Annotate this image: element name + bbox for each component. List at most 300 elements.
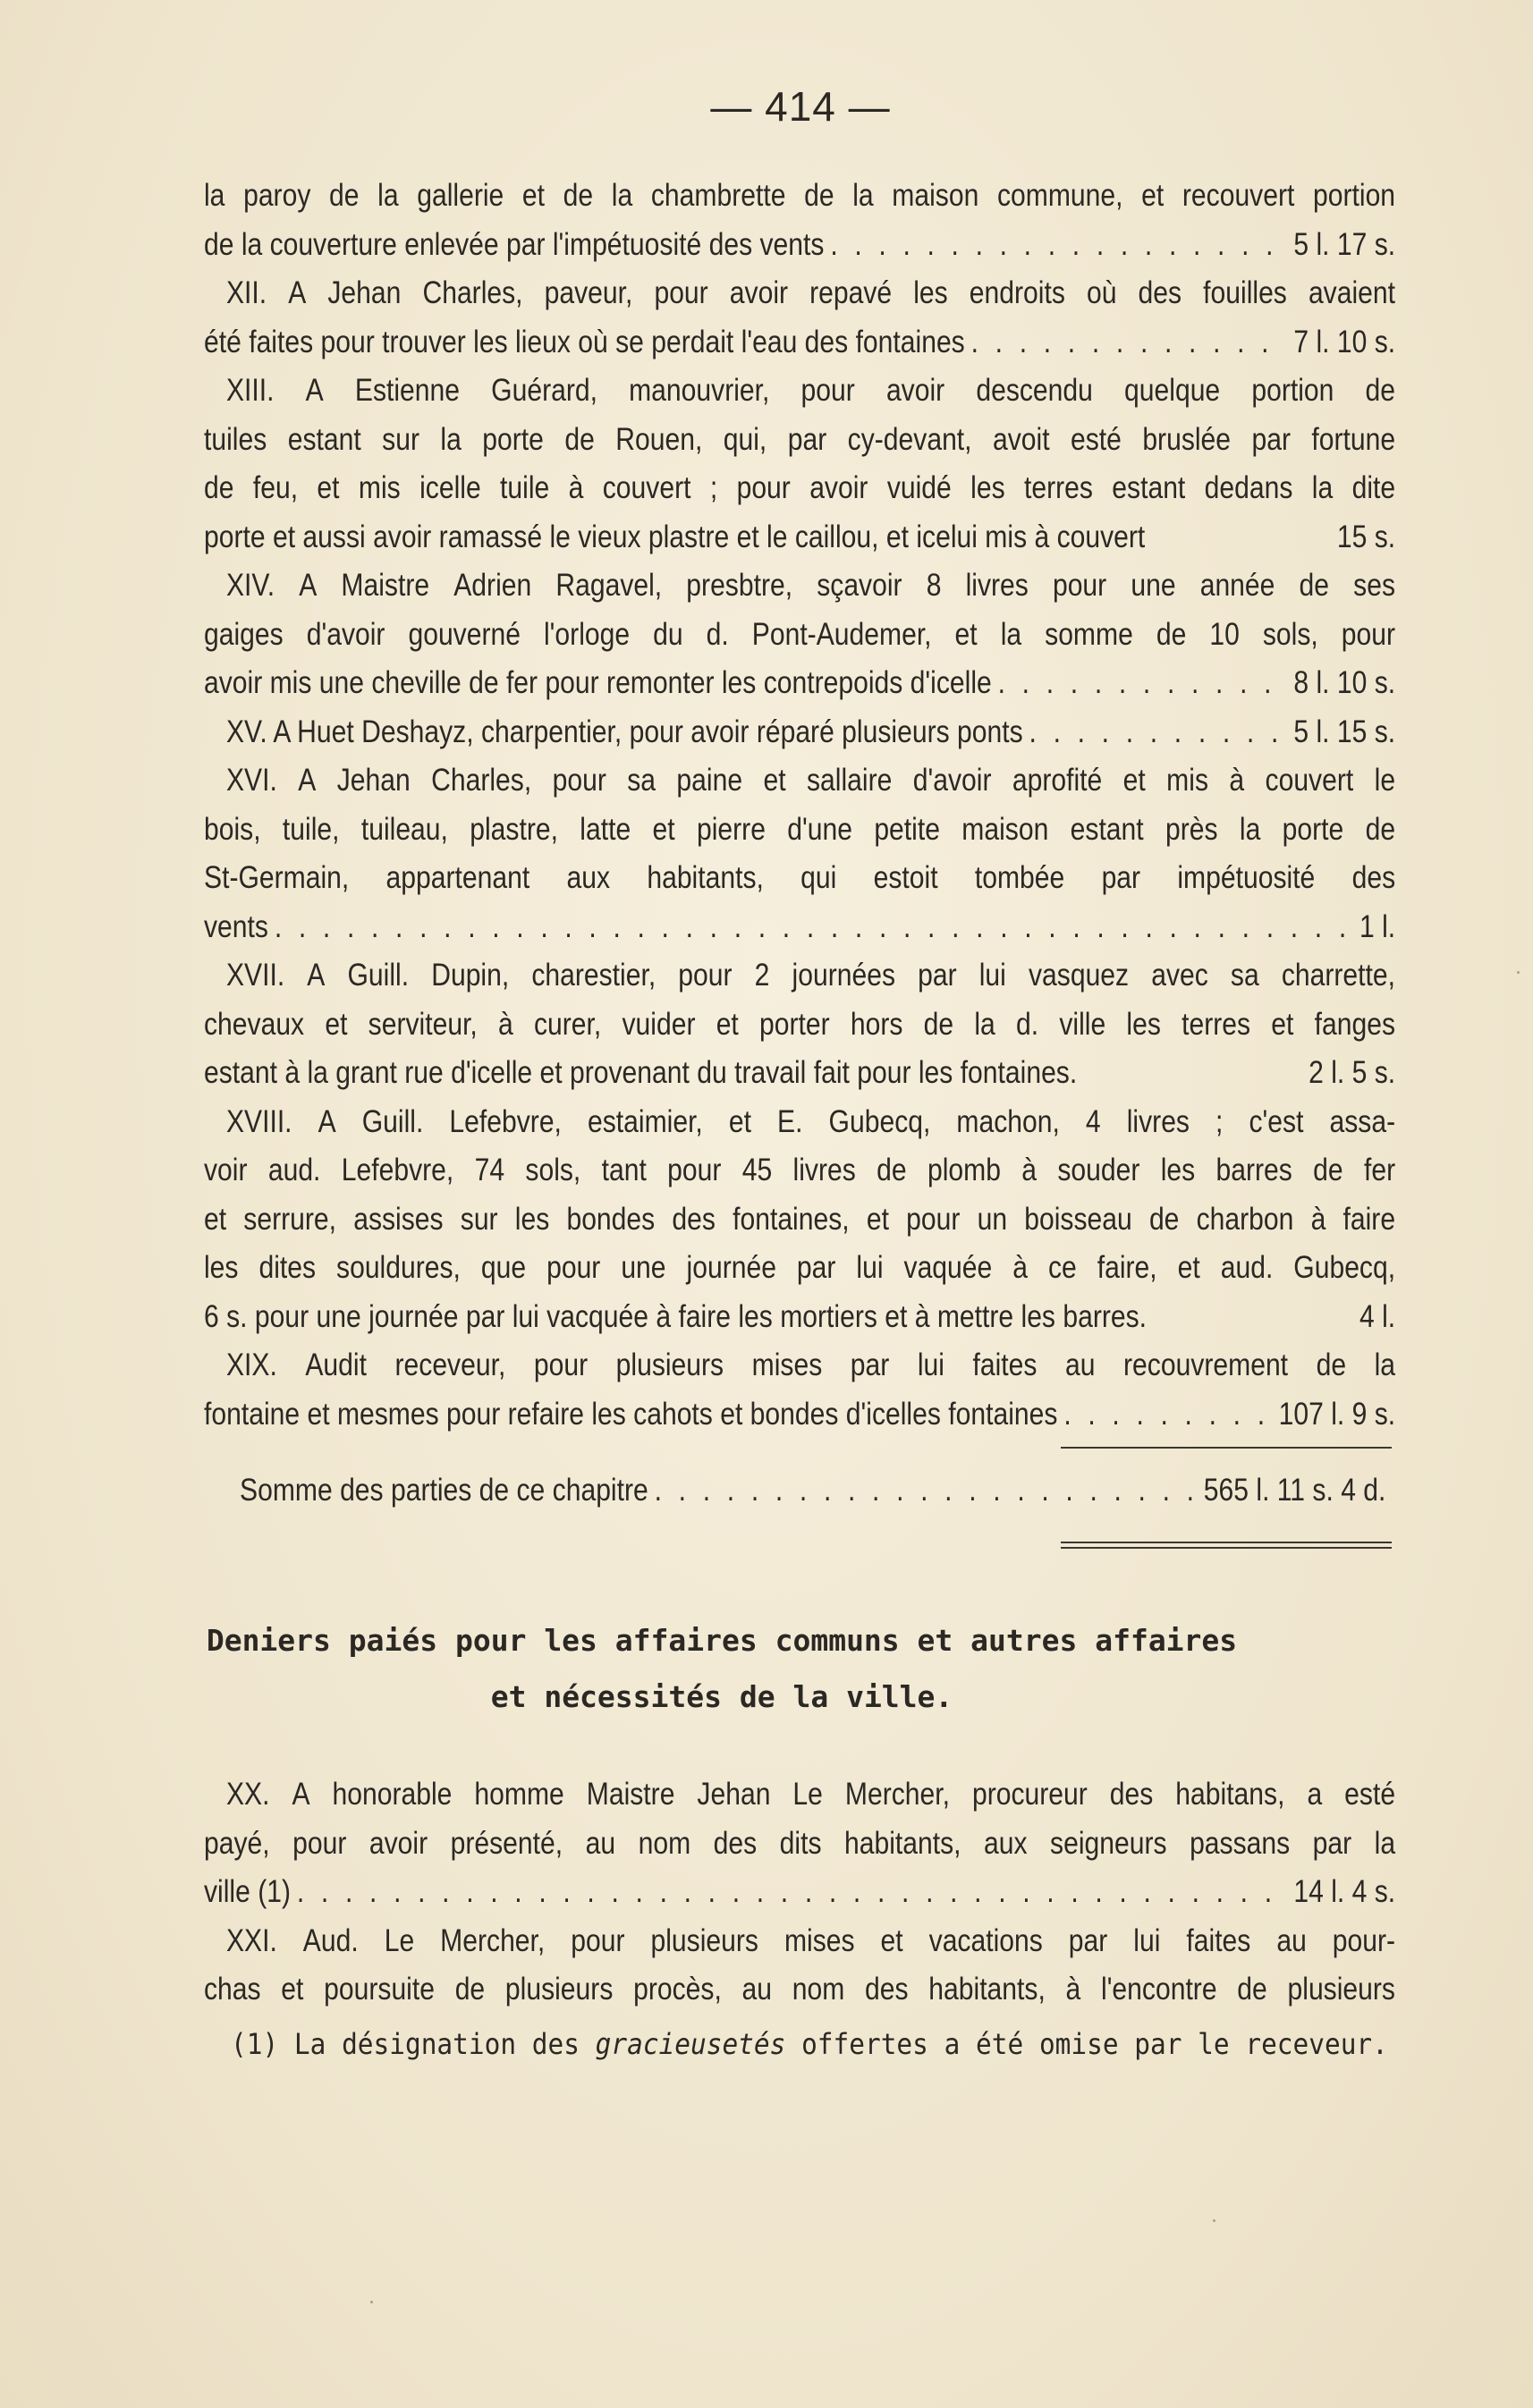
word: les xyxy=(970,470,1005,505)
entry-text: 6 s. pour une journée par lui vacquée à faire les mortiers et à mettre les barres. xyxy=(204,1298,1148,1334)
word: assises xyxy=(353,1201,444,1237)
word: faire xyxy=(1342,1201,1396,1237)
word: XIX. xyxy=(225,1348,277,1382)
word: et xyxy=(1271,1006,1294,1042)
word: plomb xyxy=(927,1153,1001,1187)
word: tant xyxy=(601,1153,647,1187)
word: et xyxy=(325,1006,348,1042)
word: fouilles xyxy=(1203,275,1287,310)
word: pierre xyxy=(696,811,766,847)
word: paveur, xyxy=(544,275,633,310)
entry-line xyxy=(204,562,1395,611)
word: et xyxy=(1141,178,1165,213)
entry-line xyxy=(204,1770,1395,1820)
word: bois, xyxy=(204,811,261,847)
word: où xyxy=(1086,275,1117,310)
word: avoir xyxy=(809,470,868,505)
word: et xyxy=(281,1972,304,2007)
entry-line-with-amount xyxy=(204,1293,1395,1342)
word: de xyxy=(1148,1201,1180,1237)
word: Lefebvre, xyxy=(341,1153,454,1187)
word: sols, xyxy=(1262,616,1318,652)
word: paroy xyxy=(243,178,311,213)
word: tombée xyxy=(974,860,1065,895)
word: honorable xyxy=(332,1777,453,1812)
word: sols, xyxy=(525,1153,581,1187)
word: machon, xyxy=(956,1103,1060,1139)
word: à xyxy=(1012,1250,1028,1285)
leader-dots xyxy=(297,1868,1288,1917)
word: au xyxy=(1064,1348,1096,1382)
word: esté xyxy=(1344,1777,1396,1812)
word: des xyxy=(713,1825,758,1861)
word: et xyxy=(1122,763,1146,798)
word: des xyxy=(1109,1777,1154,1812)
entry-line-with-amount xyxy=(204,221,1395,270)
word: mis xyxy=(358,470,401,505)
word: plusieurs xyxy=(1287,1972,1395,2007)
word: du xyxy=(653,616,683,652)
word: estoit xyxy=(873,860,938,895)
leader-dots xyxy=(275,903,1353,952)
word: livres xyxy=(965,568,1029,603)
total-amount: 565 l. 11 s. 4 d. xyxy=(1203,1473,1386,1508)
word: icelle xyxy=(419,470,481,505)
word: A xyxy=(305,373,324,408)
word: Estienne xyxy=(354,373,461,408)
word: à xyxy=(1229,763,1245,798)
word: au xyxy=(585,1825,616,1861)
entry-amount: 7 l. 10 s. xyxy=(1293,324,1396,359)
word: couvert xyxy=(1265,763,1354,798)
word: Jehan xyxy=(697,1777,771,1812)
word: aux xyxy=(984,1825,1028,1861)
entry-line xyxy=(204,756,1395,806)
word: un xyxy=(977,1201,1008,1237)
word: de xyxy=(1313,1153,1343,1187)
word: de xyxy=(923,1006,954,1042)
entry-text: de la couverture enlevée par l'impétuosité des vents xyxy=(204,226,825,262)
word: payé, xyxy=(204,1825,270,1861)
word: journée xyxy=(686,1250,776,1285)
entry-line xyxy=(204,464,1395,513)
word: de xyxy=(1299,568,1330,603)
word: et xyxy=(728,1103,751,1139)
word: avec xyxy=(1151,958,1208,993)
word: que xyxy=(480,1250,527,1285)
word: porte xyxy=(482,421,544,457)
word: de xyxy=(1365,811,1396,847)
word: le xyxy=(1374,763,1396,798)
word: par xyxy=(787,421,827,457)
entry-line xyxy=(204,1341,1395,1390)
entry-line xyxy=(204,1196,1395,1245)
word: ce xyxy=(1047,1250,1077,1285)
word: receveur, xyxy=(394,1348,506,1382)
word: de xyxy=(1365,373,1396,408)
entry-amount: 5 l. 17 s. xyxy=(1293,226,1396,262)
word: barres xyxy=(1215,1153,1292,1187)
word: vaquée xyxy=(903,1250,993,1285)
word: portion xyxy=(1251,373,1334,408)
word: aud. xyxy=(267,1153,321,1187)
separator-rule xyxy=(1061,1447,1392,1449)
word: avoir xyxy=(885,373,945,408)
word: et xyxy=(521,178,546,213)
word: de xyxy=(204,470,234,505)
entry-text: ville (1) xyxy=(204,1874,292,1909)
word: assa- xyxy=(1329,1103,1396,1139)
word: plusieurs xyxy=(650,1922,758,1958)
word: faites xyxy=(1186,1922,1251,1958)
word: la xyxy=(377,178,399,213)
word: livres xyxy=(1126,1103,1190,1139)
word: la xyxy=(1374,1825,1396,1861)
entry-amount: 5 l. 15 s. xyxy=(1293,714,1396,749)
word: présenté, xyxy=(450,1825,563,1861)
entry-line xyxy=(204,854,1395,903)
footnote-emphasis: gracieusetés xyxy=(595,2027,786,2061)
entry-amount: 14 l. 4 s. xyxy=(1293,1874,1396,1909)
entry-line xyxy=(204,416,1395,465)
word: estant xyxy=(1070,811,1144,847)
word: mises xyxy=(783,1922,855,1958)
word: la xyxy=(1374,1348,1396,1382)
double-separator-rule xyxy=(1061,1542,1392,1549)
word: fortune xyxy=(1311,421,1396,457)
word: Mercher, xyxy=(440,1922,546,1958)
word: journées xyxy=(792,958,896,993)
entry-line-with-amount xyxy=(204,903,1395,952)
text-block-main xyxy=(204,172,1395,1439)
word: tuile, xyxy=(282,811,340,847)
word: pour xyxy=(1052,568,1107,603)
word: plusieurs xyxy=(504,1972,614,2007)
word: avoir xyxy=(729,275,789,310)
word: Guill. xyxy=(361,1103,424,1139)
word: faire, xyxy=(1097,1250,1157,1285)
word: d. xyxy=(706,616,729,652)
word: Ragavel, xyxy=(555,568,663,603)
word: charrette, xyxy=(1281,958,1395,993)
word: lui xyxy=(1133,1922,1161,1958)
word: nom xyxy=(638,1825,691,1861)
entry-line xyxy=(204,1001,1395,1050)
word: par xyxy=(1101,860,1141,895)
word: par xyxy=(918,958,957,993)
word: qui xyxy=(800,860,837,895)
word: descendu xyxy=(976,373,1093,408)
word: chambrette xyxy=(650,178,786,213)
word: recouvrement xyxy=(1123,1348,1289,1382)
entry-amount: 2 l. 5 s. xyxy=(1309,1055,1396,1090)
word: la xyxy=(1239,811,1261,847)
word: St-Germain, xyxy=(204,860,350,895)
word: homme xyxy=(474,1777,564,1812)
word: fanges xyxy=(1314,1006,1396,1042)
word: endroits xyxy=(969,275,1065,310)
word: XVIII. xyxy=(225,1103,292,1139)
entry-line-with-amount xyxy=(204,1049,1395,1098)
word: XII. xyxy=(225,275,267,310)
word: c'est xyxy=(1249,1103,1304,1139)
word: lui xyxy=(978,958,1006,993)
leader-dots xyxy=(1029,708,1288,757)
word: dits xyxy=(779,1825,822,1861)
word: XXI. xyxy=(225,1922,277,1958)
word: somme xyxy=(1045,616,1133,652)
word: voir xyxy=(204,1153,248,1187)
word: une xyxy=(621,1250,666,1285)
word: Pont-Audemer, xyxy=(751,616,932,652)
word: 10 xyxy=(1209,616,1240,652)
word: maison xyxy=(961,811,1049,847)
word: Jehan xyxy=(336,763,411,798)
word: d'une xyxy=(787,811,852,847)
word: la xyxy=(440,421,462,457)
total-label: Somme des parties de ce chapitre xyxy=(240,1473,648,1508)
word: E. xyxy=(777,1103,803,1139)
word: feu, xyxy=(252,470,299,505)
entry-amount: 1 l. xyxy=(1359,908,1396,944)
word: XVII. xyxy=(225,958,285,993)
entry-amount: 4 l. xyxy=(1359,1298,1396,1334)
word: des xyxy=(672,1201,716,1237)
word: dedans xyxy=(1204,470,1293,505)
word: Adrien xyxy=(453,568,532,603)
word: fontaines, xyxy=(733,1201,850,1237)
entry-text: fontaine et mesmes pour refaire les cahots et bondes d'icelles fontaines xyxy=(204,1396,1058,1432)
word: la xyxy=(611,178,633,213)
entry-line xyxy=(204,1917,1395,1966)
word: au xyxy=(1276,1922,1307,1958)
word: au xyxy=(741,1972,773,2007)
word: de xyxy=(1156,616,1187,652)
entry-line-with-amount xyxy=(204,1390,1395,1440)
word: aux xyxy=(566,860,611,895)
word: pour xyxy=(667,1153,722,1187)
word: lui xyxy=(856,1250,884,1285)
entry-line xyxy=(204,1098,1395,1147)
word: d'avoir xyxy=(912,763,992,798)
entry-text: estant à la grant rue d'icelle et provenant du travail fait pour les fontaines. xyxy=(204,1055,1078,1090)
footnote-text-start: (1) La désignation des xyxy=(231,2027,596,2061)
word: recouvert xyxy=(1182,178,1295,213)
word: Dupin, xyxy=(431,958,510,993)
word: pour xyxy=(533,1348,589,1382)
word: pour- xyxy=(1332,1922,1396,1958)
entry-line xyxy=(204,1146,1395,1196)
entry-text: porte et aussi avoir ramassé le vieux plastre et le caillou, et icelui mis à couvert xyxy=(204,519,1146,554)
word: procureur xyxy=(971,1777,1088,1812)
word: par xyxy=(1312,1825,1352,1861)
word: vacations xyxy=(928,1922,1043,1958)
word: paine xyxy=(676,763,743,798)
word: quelque xyxy=(1124,373,1221,408)
word: A xyxy=(288,275,307,310)
word: Charles, xyxy=(431,763,532,798)
word: pour xyxy=(800,373,855,408)
word: pour xyxy=(654,275,708,310)
page-number: — 414 — xyxy=(710,83,891,130)
word: A xyxy=(298,763,317,798)
word: qui, xyxy=(723,421,767,457)
word: tuileau, xyxy=(360,811,448,847)
word: la xyxy=(204,178,225,213)
word: des xyxy=(865,1972,909,2007)
word: dite xyxy=(1351,470,1396,505)
heading-line-2: et nécessités de la ville. xyxy=(490,1679,953,1714)
word: couvert xyxy=(602,470,691,505)
word: livres xyxy=(792,1153,856,1187)
word: avoir xyxy=(368,1825,428,1861)
word: et xyxy=(716,1006,739,1042)
leader-dots xyxy=(998,659,1288,708)
word: chas xyxy=(204,1972,261,2007)
word: estaimier, xyxy=(587,1103,703,1139)
word: portion xyxy=(1313,178,1396,213)
word: Le xyxy=(792,1777,823,1812)
word: pour xyxy=(736,470,791,505)
word: Gubecq, xyxy=(1293,1250,1396,1285)
word: latte xyxy=(580,811,631,847)
word: mises xyxy=(751,1348,823,1382)
word: appartenant xyxy=(385,860,530,895)
word: l'encontre xyxy=(1101,1972,1217,2007)
word: cy-devant, xyxy=(847,421,972,457)
word: chevaux xyxy=(204,1006,305,1042)
leader-dots xyxy=(830,221,1287,270)
entry-line-with-amount xyxy=(204,708,1395,757)
word: pour xyxy=(906,1201,961,1237)
word: de xyxy=(1316,1348,1347,1382)
total-line xyxy=(240,1466,1385,1516)
leader-dots xyxy=(1063,1390,1272,1440)
word: gaiges xyxy=(204,616,284,652)
word: terres xyxy=(1182,1006,1251,1042)
word: Aud. xyxy=(302,1922,359,1958)
word: à xyxy=(498,1006,513,1042)
word: pour xyxy=(552,763,606,798)
entry-amount: 8 l. 10 s. xyxy=(1293,665,1396,700)
word: ses xyxy=(1353,568,1395,603)
entry-line xyxy=(204,367,1395,416)
word: maison xyxy=(892,178,979,213)
word: Mercher, xyxy=(844,1777,950,1812)
word: de xyxy=(804,178,834,213)
word: XVI. xyxy=(225,763,277,798)
word: 4 xyxy=(1085,1103,1101,1139)
word: par xyxy=(796,1250,836,1285)
word: et xyxy=(204,1201,227,1237)
word: près xyxy=(1165,811,1218,847)
word: à xyxy=(1021,1153,1038,1187)
word: ; xyxy=(1215,1103,1224,1139)
word: la xyxy=(1000,616,1022,652)
word: boisseau xyxy=(1024,1201,1132,1237)
word: serviteur, xyxy=(368,1006,478,1042)
word: et xyxy=(880,1922,903,1958)
word: sallaire xyxy=(806,763,893,798)
word: serrure, xyxy=(243,1201,337,1237)
word: porter xyxy=(759,1006,830,1042)
word: l'orloge xyxy=(543,616,631,652)
word: d'avoir xyxy=(306,616,385,652)
word: et xyxy=(954,616,978,652)
word: Gubecq, xyxy=(828,1103,931,1139)
word: terres xyxy=(1023,470,1093,505)
word: lui xyxy=(917,1348,944,1382)
word: par xyxy=(1251,421,1291,457)
word: plusieurs xyxy=(615,1348,724,1382)
word: les xyxy=(514,1201,550,1237)
word: 2 xyxy=(754,958,770,993)
word: a xyxy=(1307,1777,1323,1812)
word: habitants, xyxy=(928,1972,1046,2007)
word: aud. xyxy=(1220,1250,1274,1285)
entry-line-with-amount xyxy=(204,513,1395,562)
word: et xyxy=(1177,1250,1200,1285)
word: pour xyxy=(678,958,733,993)
footnote-text-end: offertes a été omise par le receveur. xyxy=(785,2027,1388,2061)
entry-line xyxy=(204,611,1395,660)
word: par xyxy=(1068,1922,1108,1958)
word: bondes xyxy=(566,1201,656,1237)
word: de xyxy=(877,1153,907,1187)
word: et xyxy=(317,470,340,505)
word: de xyxy=(563,178,594,213)
word: 8 xyxy=(926,568,942,603)
word: et xyxy=(763,763,786,798)
word: 74 xyxy=(474,1153,505,1187)
word: procès, xyxy=(633,1972,722,2007)
entry-text: XV. A Huet Deshayz, charpentier, pour avoir réparé plusieurs ponts xyxy=(225,714,1023,749)
word: par xyxy=(850,1348,890,1382)
word: de xyxy=(1237,1972,1267,2007)
word: ; xyxy=(709,470,718,505)
word: pour xyxy=(571,1922,625,1958)
entry-text: avoir mis une cheville de fer pour remonter les contrepoids d'icelle xyxy=(204,665,992,700)
word: XX. xyxy=(225,1777,270,1812)
entry-line xyxy=(204,1244,1395,1293)
word: Guérard, xyxy=(491,373,597,408)
word: A xyxy=(299,568,318,603)
word: A xyxy=(318,1103,336,1139)
entry-line xyxy=(204,1820,1395,1869)
word: de xyxy=(329,178,360,213)
word: de xyxy=(564,421,595,457)
word: aprofité xyxy=(1012,763,1103,798)
word: Lefebvre, xyxy=(449,1103,562,1139)
word: poursuite xyxy=(324,1972,435,2007)
word: bruslée xyxy=(1142,421,1232,457)
word: des xyxy=(1351,860,1396,895)
word: Maistre xyxy=(586,1777,675,1812)
entry-line xyxy=(204,269,1395,318)
word: Maistre xyxy=(341,568,430,603)
word: Rouen, xyxy=(615,421,703,457)
entry-text: vents xyxy=(204,908,268,944)
word: manouvrier, xyxy=(629,373,770,408)
entry-line-with-amount xyxy=(204,659,1395,708)
word: habitants, xyxy=(647,860,764,895)
word: de xyxy=(454,1972,486,2007)
word: d. xyxy=(1016,1006,1039,1042)
entry-line xyxy=(204,1965,1395,2015)
word: sçavoir xyxy=(817,568,902,603)
word: sa xyxy=(627,763,656,798)
word: avoit xyxy=(992,421,1050,457)
